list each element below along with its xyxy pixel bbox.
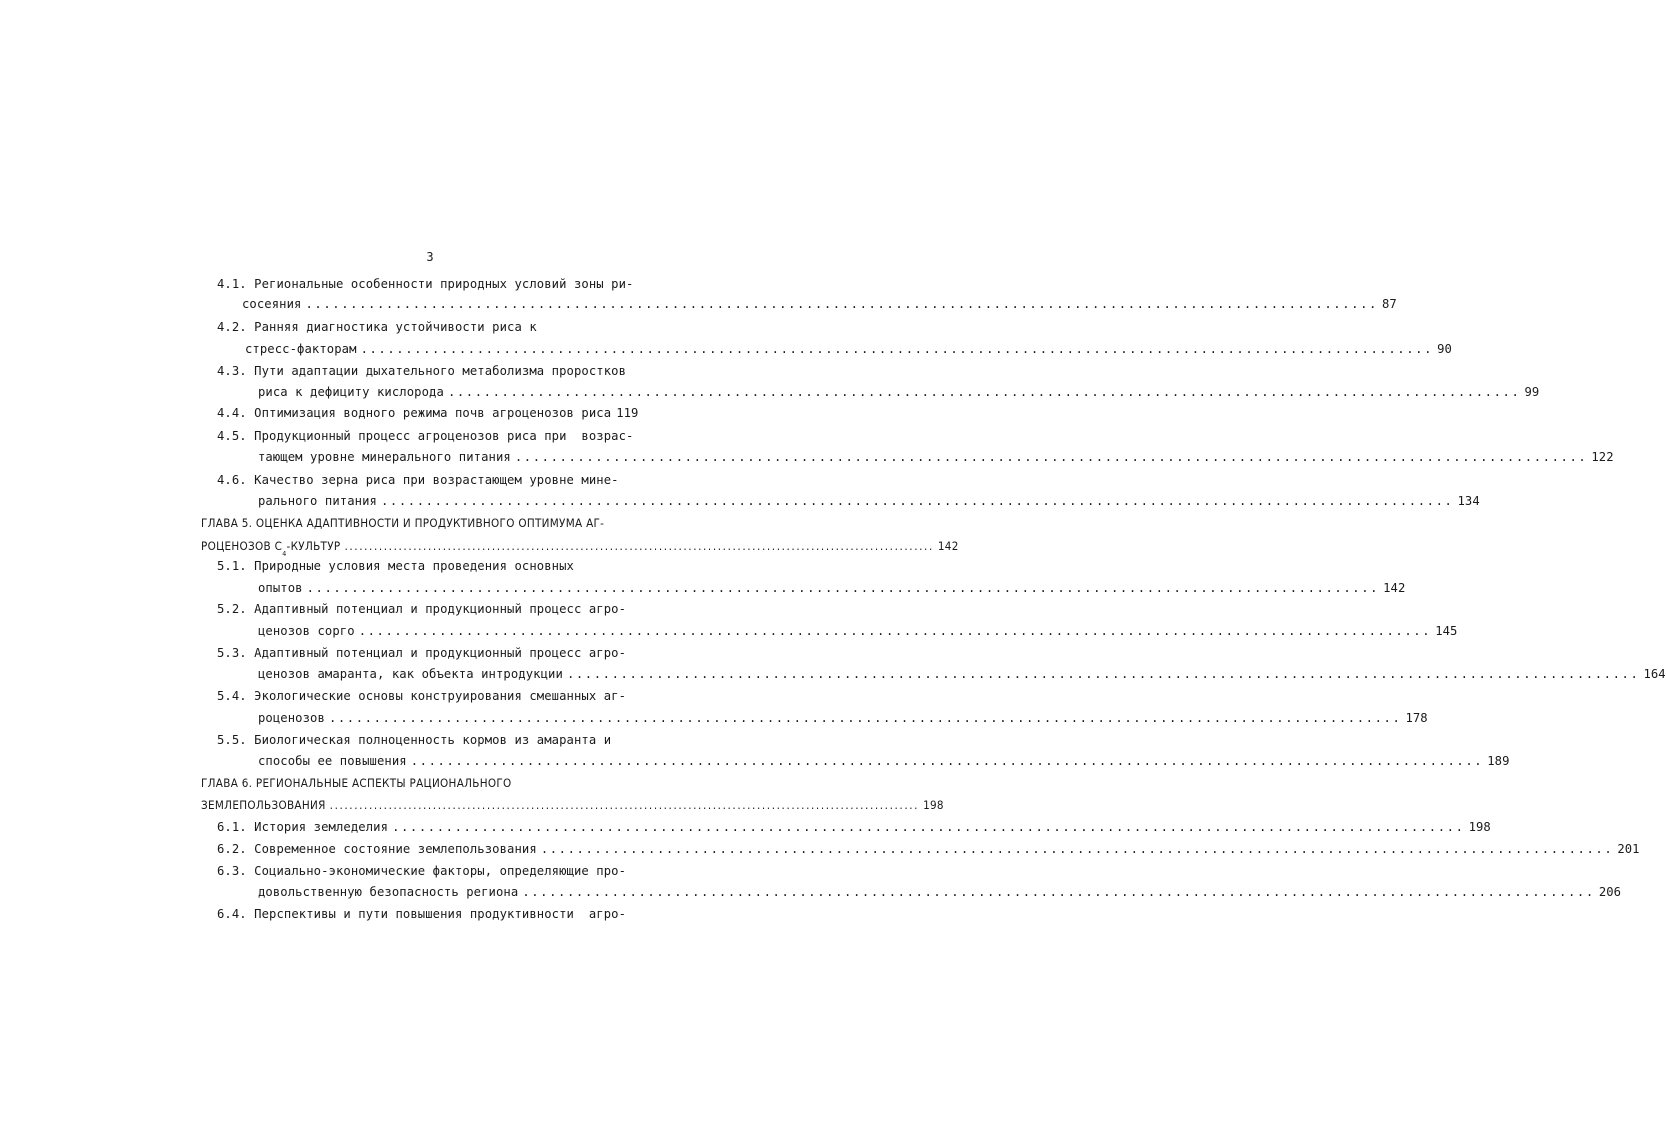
toc-entry-5-4	[217, 689, 630, 709]
toc-page-number: 142	[1383, 581, 1406, 595]
subscript-index: 4	[282, 550, 287, 558]
toc-entry-4-6	[217, 473, 630, 493]
toc-entry-text: опытов	[258, 581, 303, 595]
toc-entry-text: 4.4. Оптимизация водного режима почв агроценозов риса	[217, 406, 612, 420]
toc-chapter-5	[201, 516, 630, 536]
toc-entry-text: ГЛАВА 6. РЕГИОНАЛЬНЫЕ АСПЕКТЫ РАЦИОНАЛЬНОГО	[201, 776, 512, 790]
toc-page-number: 198	[923, 798, 944, 812]
toc-entry-4-5-cont	[258, 450, 1614, 470]
toc-page-number: 164	[1643, 667, 1666, 681]
toc-entry-4-1	[217, 277, 634, 297]
toc-page-number: 206	[1598, 885, 1622, 899]
toc-entry-text: 5.5. Биологическая полноценность кормов из амаранта и	[217, 733, 612, 747]
toc-entry-text: 6.3. Социально-экономические факторы, определяющие про-	[217, 864, 627, 878]
toc-leader-dots: ........................................................................................................................	[360, 342, 1434, 356]
toc-entry-6-3-cont	[258, 885, 1622, 905]
toc-entry-6-4	[217, 907, 630, 927]
toc-entry-text: ценозов сорго	[258, 624, 355, 638]
toc-entry-6-3	[217, 864, 630, 884]
toc-entry-text: 4.6. Качество зерна риса при возрастающем уровне мине-	[217, 473, 619, 487]
toc-entry-4-2-cont	[245, 342, 1452, 362]
toc-entry-text: 4.3. Пути адаптации дыхательного метаболизма проростков	[217, 364, 627, 378]
toc-entry-text: 5.3. Адаптивный потенциал и продукционный процесс агро-	[217, 646, 627, 660]
toc-entry-text: риса к дефициту кислорода	[258, 385, 444, 399]
toc-entry-5-5-cont	[258, 754, 1510, 774]
toc-entry-5-3-cont	[258, 667, 1666, 687]
toc-page-number: 142	[937, 539, 959, 553]
toc-entry-6-2	[217, 842, 1640, 862]
toc-entry-5-4-cont	[258, 711, 1428, 731]
toc-chapter-6	[201, 776, 630, 796]
toc-leader-dots: ........................................................................................................................	[410, 754, 1484, 768]
toc-entry-text: РОЦЕНОЗОВ С	[201, 539, 283, 553]
toc-leader-dots: ........................................................................................................................	[540, 842, 1614, 856]
toc-leader-dots: ........................................................................................................................	[566, 667, 1640, 681]
toc-page-number: 145	[1435, 624, 1458, 638]
toc-entry-text: роценозов	[258, 711, 325, 725]
toc-entry-text: ЗЕМЛЕПОЛЬЗОВАНИЯ	[201, 798, 326, 812]
toc-entry-text: тающем уровне минерального питания	[258, 450, 511, 464]
toc-entry-4-4	[217, 406, 639, 426]
toc-entry-text: способы ее повышения	[258, 754, 407, 768]
toc-leader-dots: ........................................................................................................................	[305, 297, 1378, 311]
toc-entry-text: 4.2. Ранняя диагностика устойчивости риса к	[217, 320, 537, 334]
toc-page-number: 189	[1487, 754, 1510, 768]
toc-entry-5-2-cont	[258, 624, 1458, 644]
toc-page-number: 178	[1405, 711, 1428, 725]
page-number: 3	[426, 250, 434, 264]
toc-entry-text: -КУЛЬТУР	[286, 539, 341, 553]
toc-entry-text: стресс-факторам	[245, 342, 357, 356]
toc-chapter-5-cont	[201, 539, 959, 559]
toc-entry-5-1	[217, 559, 630, 579]
toc-entry-4-6-cont	[258, 494, 1480, 514]
toc-entry-5-3	[217, 646, 630, 666]
toc-chapter-6-cont	[201, 798, 944, 818]
toc-entry-4-5	[217, 429, 634, 449]
toc-leader-dots: ........................................................................................................................	[329, 798, 920, 812]
toc-leader-dots: ........................................................................................................................	[392, 820, 1465, 834]
toc-leader-dots: ........................................................................................................................	[381, 494, 1454, 508]
toc-entry-4-2	[217, 320, 630, 340]
toc-entry-text: 6.1. История земледелия	[217, 820, 389, 834]
toc-leader-dots: ........................................................................................................................	[447, 385, 1521, 399]
toc-page-number: 87	[1382, 297, 1397, 311]
toc-entry-text: ГЛАВА 5. ОЦЕНКА АДАПТИВНОСТИ И ПРОДУКТИВНОГО ОПТИМУМА АГ-	[201, 516, 605, 530]
toc-page-number: 119	[616, 406, 639, 420]
toc-entry-text: 5.4. Экологические основы конструирования смешанных аг-	[217, 689, 627, 703]
toc-entry-4-3	[217, 364, 630, 384]
toc-entry-text: ценозов амаранта, как объекта интродукции	[258, 667, 563, 681]
toc-page-number: 134	[1457, 494, 1480, 508]
toc-entry-5-2	[217, 602, 630, 622]
toc-entry-6-1	[217, 820, 1491, 840]
toc-entry-4-1-cont	[242, 297, 1397, 317]
toc-entry-text: рального питания	[258, 494, 377, 508]
toc-leader-dots: ........................................................................................................................	[306, 581, 1380, 595]
toc-leader-dots: ........................................................................................................................	[358, 624, 1432, 638]
toc-leader-dots: ........................................................................................................................	[328, 711, 1402, 725]
toc-leader-dots: ........................................................................................................................	[514, 450, 1588, 464]
toc-leader-dots: ........................................................................................................................	[522, 885, 1595, 899]
toc-entry-text: 5.1. Природные условия места проведения основных	[217, 559, 574, 573]
toc-leader-dots: ........................................................................................................................	[344, 539, 934, 553]
toc-entry-text: 4.1. Региональные особенности природных условий зоны ри-	[217, 277, 634, 291]
toc-entry-text: 4.5. Продукционный процесс агроценозов риса при возрас-	[217, 429, 634, 443]
toc-page-number: 198	[1468, 820, 1491, 834]
toc-entry-text: 6.4. Перспективы и пути повышения продуктивности агро-	[217, 907, 627, 921]
toc-entry-4-3-cont	[258, 385, 1540, 405]
toc-page-number: 122	[1591, 450, 1614, 464]
toc-entry-text: довольственную безопасность региона	[258, 885, 519, 899]
toc-entry-text: 5.2. Адаптивный потенциал и продукционный процесс агро-	[217, 602, 627, 616]
toc-page-number: 90	[1437, 342, 1452, 356]
toc-entry-5-1-cont	[258, 581, 1406, 601]
toc-page-number: 201	[1617, 842, 1640, 856]
toc-entry-5-5	[217, 733, 630, 753]
toc-entry-text: сосеяния	[242, 297, 302, 311]
toc-entry-text: 6.2. Современное состояние землепользования	[217, 842, 537, 856]
toc-page-number: 99	[1524, 385, 1540, 399]
